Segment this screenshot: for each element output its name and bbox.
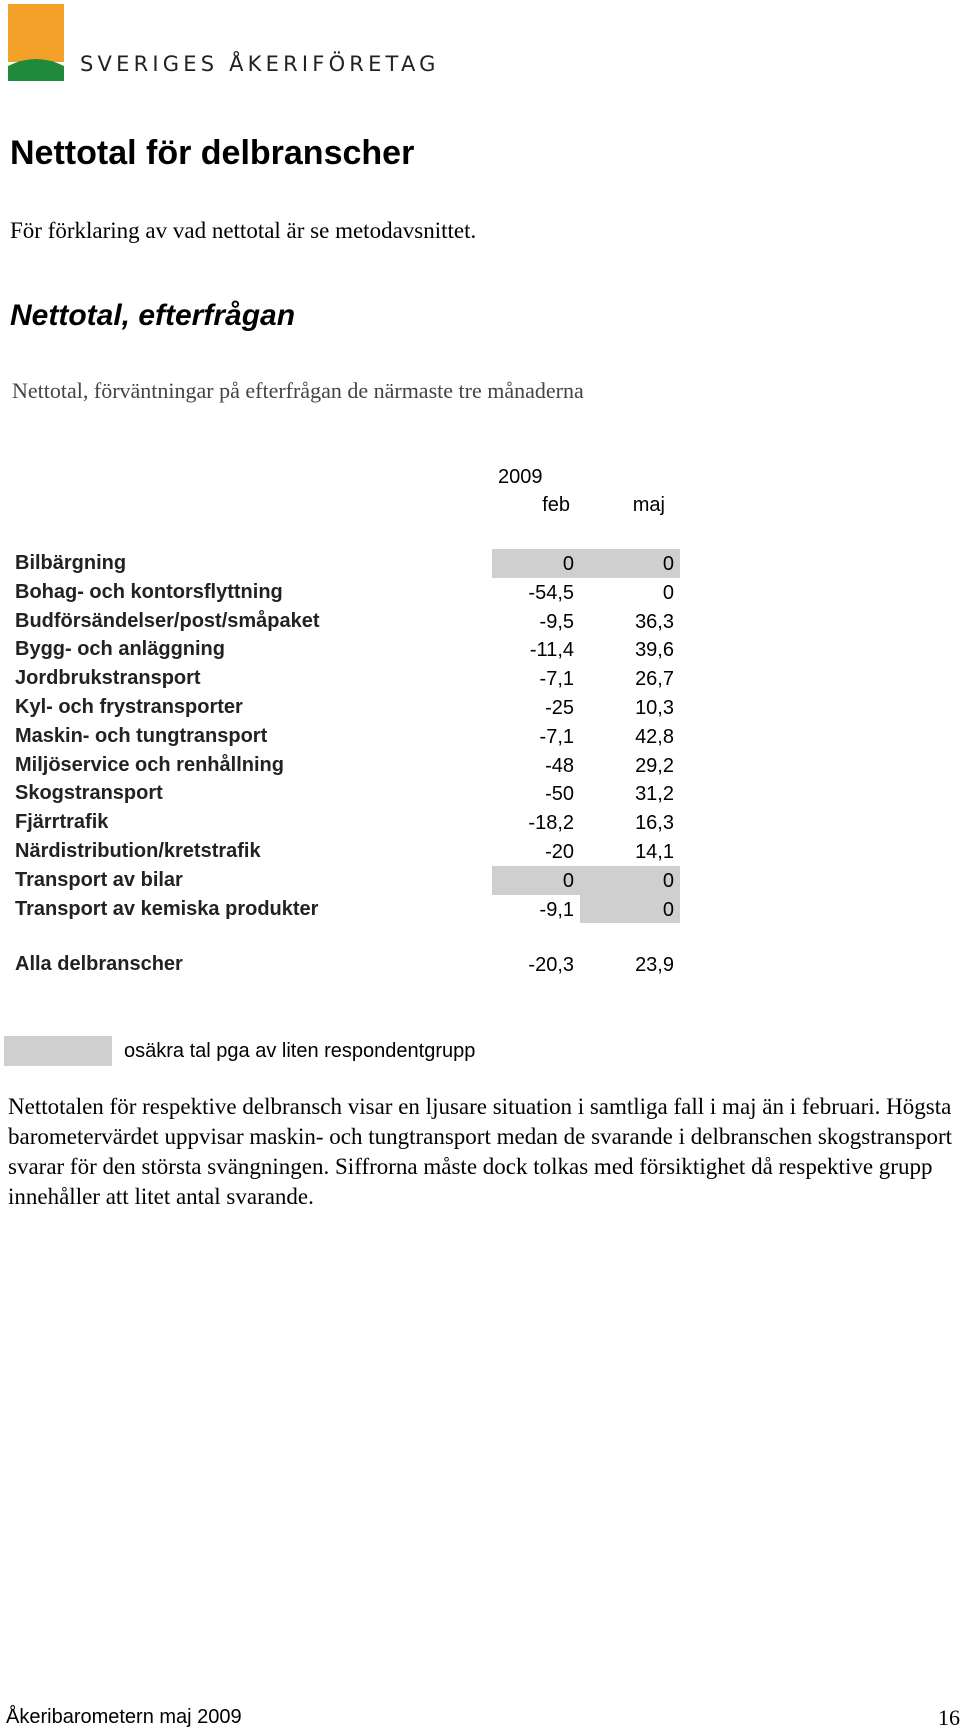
cell-feb: -7,1 [539,668,574,691]
table-body [8,549,688,923]
cell-feb: -50 [545,783,574,806]
brand-logo-icon [8,4,64,81]
cell-maj: 0 [580,895,680,924]
cell-maj: 29,2 [635,754,674,777]
brand-name: SVERIGES ÅKERIFÖRETAG [80,52,440,76]
row-label: Bygg- och anläggning [15,638,225,661]
table-row [8,722,688,751]
cell-maj: 39,6 [635,639,674,662]
cell-feb: 0 [492,866,580,895]
cell-feb: -9,1 [539,898,574,921]
row-label: Bohag- och kontorsflyttning [15,580,283,603]
total-feb: -20,3 [528,954,574,976]
table-row [8,751,688,780]
table-row [8,866,688,895]
cell-maj: 0 [580,866,680,895]
cell-maj: 16,3 [635,812,674,835]
table-row [8,578,688,607]
footer-page-number: 16 [938,1705,960,1730]
row-label: Budförsändelser/post/småpaket [15,609,320,632]
intro-text: För förklaring av vad nettotal är se metodavsnittet. [10,218,477,243]
row-label: Transport av bilar [15,868,183,891]
row-label: Miljöservice och renhållning [15,753,284,776]
cell-feb: -11,4 [529,639,574,662]
column-header-maj: maj [632,494,665,516]
body-paragraph: Nettotalen för respektive delbransch visar en ljusare situation i samtliga fall i maj än i februari. Högsta barometervärdet uppvisar maskin- och tungtransport medan de svarande i delbranschen skogstransport svarar för den största svängningen. Siffrorna måste dock tolkas med försiktighet då respektive grupp innehåller att litet antal svarande. [8,1094,952,1209]
cell-feb: -54,5 [528,581,574,604]
cell-feb: -25 [545,696,574,719]
cell-feb: -18,2 [528,812,574,835]
total-maj: 23,9 [635,954,674,976]
row-label: Närdistribution/kretstrafik [15,839,261,862]
table-row-total [8,950,688,979]
column-year: 2009 [498,466,543,488]
table-row [8,549,688,578]
row-label: Maskin- och tungtransport [15,724,268,747]
row-label: Transport av kemiska produkter [15,897,319,920]
table-row [8,808,688,837]
row-label: Fjärrtrafik [15,811,109,834]
cell-maj: 31,2 [635,783,674,806]
brand-logo-mark [8,4,64,81]
logo-orange-block [8,4,64,62]
cell-maj: 10,3 [635,696,674,719]
table-row [8,607,688,636]
row-label: Bilbärgning [15,552,127,574]
cell-feb: -9,5 [539,610,574,633]
cell-feb: 0 [492,549,580,578]
table-row [8,635,688,664]
total-label: Alla delbranscher [15,953,183,975]
cell-maj: 0 [662,581,674,604]
cell-maj: 0 [580,549,680,578]
cell-feb: -48 [545,754,574,777]
table-subtitle: Nettotal, förväntningar på efterfrågan de närmaste tre månaderna [12,378,584,403]
cell-maj: 14,1 [635,840,674,863]
total-row [8,950,688,979]
cell-maj: 42,8 [635,725,674,748]
logo-green-hill [8,59,64,81]
row-label: Kyl- och frystransporter [15,695,243,718]
legend-text: osäkra tal pga av liten respondentgrupp [124,1040,476,1062]
footer-publication: Åkeribarometern maj 2009 [6,1706,242,1728]
table-row [8,779,688,808]
row-label: Jordbrukstransport [15,667,201,690]
legend-swatch [4,1036,112,1066]
cell-feb: -7,1 [539,725,574,748]
table-row [8,664,688,693]
row-label: Skogstransport [15,782,163,805]
section-title: Nettotal, efterfrågan [10,299,296,332]
page-title: Nettotal för delbranscher [10,134,415,172]
table-row [8,895,688,924]
column-header-feb: feb [542,494,570,516]
cell-feb: -20 [545,840,574,863]
cell-maj: 26,7 [635,668,674,691]
table-row [8,837,688,866]
cell-maj: 36,3 [635,610,674,633]
table-row [8,693,688,722]
